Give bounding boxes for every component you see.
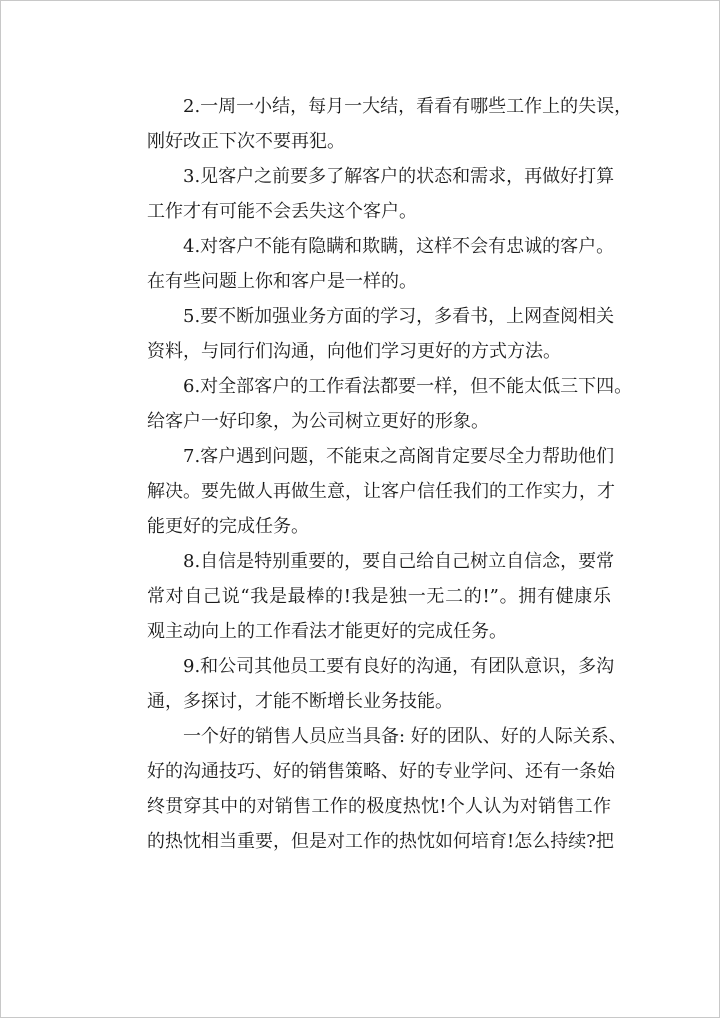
paragraph-item-3 (111, 159, 615, 229)
text-line: 能更好的完成任务。 (147, 516, 309, 537)
text-line: 4.对客户不能有隐瞒和欺瞒，这样不会有忠诚的客户。 (183, 236, 615, 257)
paragraph-item-7 (111, 439, 615, 544)
text-line: 给客户一好印象，为公司树立更好的形象。 (147, 411, 489, 432)
paragraph-item-8 (111, 544, 615, 649)
text-line: 解决。要先做人再做生意，让客户信任我们的工作实力，才 (147, 481, 615, 502)
paragraph-item-4 (111, 229, 615, 299)
text-line: 9.和公司其他员工要有良好的沟通，有团队意识，多沟 (183, 656, 615, 677)
text-line: 3.见客户之前要多了解客户的状态和需求，再做好打算 (183, 166, 615, 187)
document-body (111, 89, 633, 859)
text-line: 在有些问题上你和客户是一样的。 (147, 271, 417, 292)
text-line: 观主动向上的工作看法才能更好的完成任务。 (147, 621, 507, 642)
text-line: 资料，与同行们沟通，向他们学习更好的方式方法。 (147, 341, 561, 362)
paragraph-item-6 (111, 369, 633, 439)
text-line: 7.客户遇到问题，不能束之高阁肯定要尽全力帮助他们 (183, 446, 615, 467)
text-line: 终贯穿其中的对销售工作的极度热忱!个人认为对销售工作 (147, 796, 611, 817)
text-line: 2.一周一小结，每月一大结，看看有哪些工作上的失误， (183, 96, 633, 117)
paragraph-item-9 (111, 649, 615, 719)
paragraph-item-2 (111, 89, 633, 159)
text-line: 5.要不断加强业务方面的学习，多看书，上网查阅相关 (183, 306, 615, 327)
text-line: 通，多探讨，才能不断增长业务技能。 (147, 691, 453, 712)
text-line: 常对自己说“我是最棒的!我是独一无二的!”。拥有健康乐 (147, 586, 611, 607)
text-line: 的热忱相当重要，但是对工作的热忱如何培育!怎么持续?把 (147, 831, 614, 852)
text-line: 好的沟通技巧、好的销售策略、好的专业学问、还有一条始 (147, 761, 615, 782)
text-line: 刚好改正下次不要再犯。 (147, 131, 345, 152)
text-line: 6.对全部客户的工作看法都要一样，但不能太低三下四。 (183, 376, 633, 397)
paragraph-item-5 (111, 299, 615, 369)
text-line: 一个好的销售人员应当具备: 好的团队、好的人际关系、 (183, 726, 627, 747)
text-line: 8.自信是特别重要的，要自己给自己树立自信念，要常 (183, 551, 615, 572)
text-line: 工作才有可能不会丢失这个客户。 (147, 201, 417, 222)
paragraph-sales-qualities (111, 719, 627, 859)
